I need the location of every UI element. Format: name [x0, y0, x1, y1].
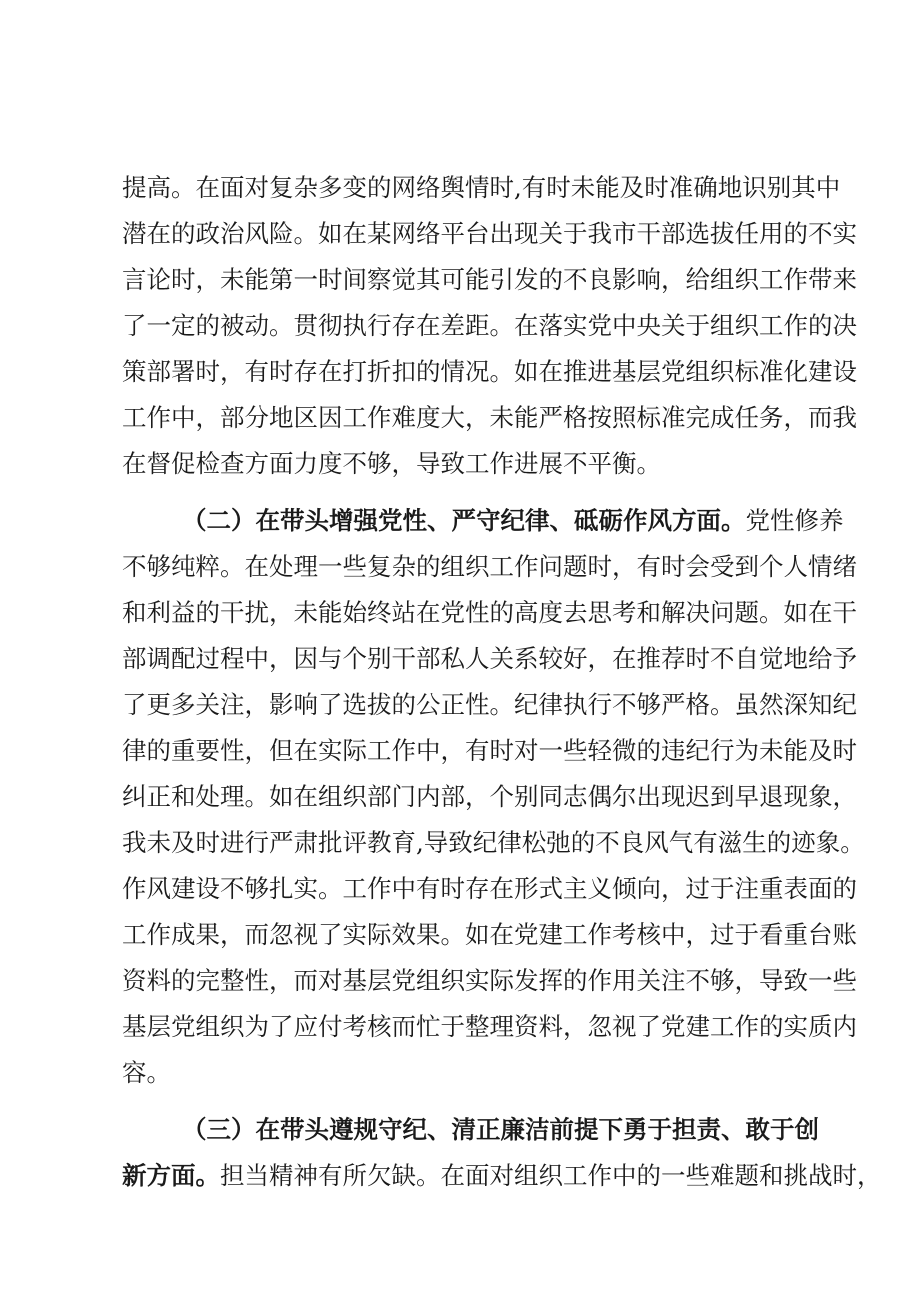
- section-heading-bold: （二）在带头增强党性、严守纪律、砥砺作风方面。: [182, 506, 746, 535]
- paragraph-line: 策部署时，有时存在打折扣的情况。如在推进基层党组织标准化建设: [122, 357, 857, 386]
- paragraph-line: 潜在的政治风险。如在某网络平台出现关于我市干部选拔任用的不实: [122, 219, 857, 248]
- section-heading-bold: 新方面。: [122, 1161, 220, 1190]
- section-heading: （三）在带头遵规守纪、清正廉洁前提下勇于担责、敢于创: [182, 1115, 819, 1144]
- section-heading-tail: 党性修养: [745, 506, 844, 535]
- section-heading-continued: [122, 1161, 882, 1191]
- paragraph-line: 工作成果，而忽视了实际效果。如在党建工作考核中，过于看重台账: [122, 920, 857, 949]
- paragraph-line: 作风建设不够扎实。工作中有时存在形式主义倾向，过于注重表面的: [122, 874, 857, 903]
- paragraph-line: 基层党组织为了应付考核而忙于整理资料，忽视了党建工作的实质内: [122, 1012, 857, 1041]
- paragraph-line: 工作中，部分地区因工作难度大，未能严格按照标准完成任务，而我: [122, 403, 857, 432]
- paragraph-line: 部调配过程中，因与个别干部私人关系较好，在推荐时不自觉地给予: [122, 644, 857, 673]
- paragraph-line: 不够纯粹。在处理一些复杂的组织工作问题时，有时会受到个人情绪: [122, 552, 857, 581]
- paragraph-line: 在督促检查方面力度不够，导致工作进展不平衡。: [122, 449, 661, 478]
- section-heading: [182, 506, 844, 536]
- paragraph-line: 我未及时进行严肃批评教育,导致纪律松弛的不良风气有滋生的迹象。: [122, 828, 865, 857]
- paragraph-line: 了更多关注，影响了选拔的公正性。纪律执行不够严格。虽然深知纪: [122, 690, 857, 719]
- paragraph-line: 资料的完整性，而对基层党组织实际发挥的作用关注不够，导致一些: [122, 966, 857, 995]
- paragraph-line: 提高。在面对复杂多变的网络舆情时,有时未能及时准确地识别其中: [122, 173, 841, 202]
- paragraph-line: 和利益的干扰，未能始终站在党性的高度去思考和解决问题。如在干: [122, 598, 857, 627]
- paragraph-line: 纠正和处理。如在组织部门内部，个别同志偶尔出现迟到早退现象，: [122, 782, 857, 811]
- paragraph-line: 言论时，未能第一时间察觉其可能引发的不良影响，给组织工作带来: [122, 265, 857, 294]
- paragraph-line: 容。: [122, 1058, 171, 1087]
- paragraph-line: 了一定的被动。贯彻执行存在差距。在落实党中央关于组织工作的决: [122, 311, 857, 340]
- paragraph-line: 律的重要性，但在实际工作中，有时对一些轻微的违纪行为未能及时: [122, 736, 857, 765]
- section-heading-tail: 担当精神有所欠缺。在面对组织工作中的一些难题和挑战时，: [220, 1161, 882, 1190]
